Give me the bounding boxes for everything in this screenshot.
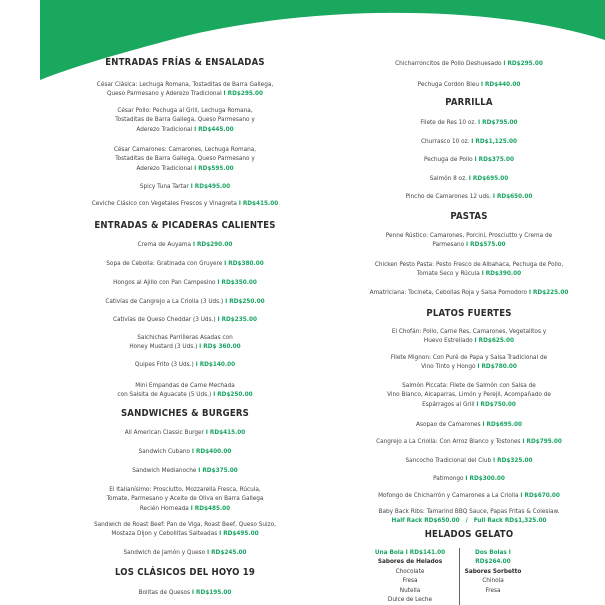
menu-item-price: I RD$290.00 <box>192 240 233 248</box>
menu-item-desc: con Salsita de Aguacate (5 Uds.) <box>117 390 212 399</box>
menu-item-desc: Vino Tinto y Hongo <box>421 362 476 371</box>
menu-item-desc: Tostaditas de Barra Gallega, Queso Parmesano y <box>115 154 255 163</box>
menu-item <box>42 466 328 475</box>
menu-item-desc: Hongos al Ajillo con Pan Campesino <box>113 278 216 286</box>
menu-item-desc: César Clásica: Lechuga Romana, Tostaditas de Barra Gallega, <box>96 80 274 88</box>
menu-item <box>338 456 600 465</box>
menu-item-desc: Filete Mignon: Con Puré de Papa y Salsa Tradicional de <box>390 353 548 361</box>
menu-item-price: I RD$750.00 <box>476 399 516 408</box>
menu-item-desc: Patimongo <box>433 474 464 482</box>
menu-item-desc: Quipes Frito (3 Uds.) <box>134 360 194 368</box>
gelato-helados <box>362 548 458 604</box>
menu-item <box>338 80 600 89</box>
menu-item-desc: Tomate, Parmesano y Aceite de Oliva en Barra Gallega <box>106 494 264 503</box>
menu-item <box>42 520 328 539</box>
menu-item <box>42 447 328 456</box>
menu-item-desc: Ceviche Clásico con Vegetales Frescos y Vinagreta <box>91 199 237 207</box>
menu-item-price: I RD$1,125.00 <box>471 137 517 145</box>
menu-item-desc: Vino Blanco, Alcaparras, Limón y Perejil, Acompañado de <box>387 390 551 399</box>
menu-item-desc: Salmón Piccata: Filete de Salmón con Salsa de <box>402 381 536 389</box>
menu-item <box>42 145 328 173</box>
menu-item-desc: Aderezo Tradicional <box>136 124 193 133</box>
helados-flavor: Nutella <box>399 585 421 594</box>
menu-item-desc: Bolitas de Quesos <box>138 588 191 596</box>
menu-item <box>42 333 328 352</box>
menu-item-desc: Sandwich de Roast Beef: Pan de Viga, Roast Beef, Queso Suizo, <box>93 520 277 528</box>
menu-item-desc: César Camarones: Camarones, Lechuga Romana, <box>113 145 257 153</box>
menu-item <box>42 315 328 324</box>
menu-item-price: I RD$595.00 <box>194 163 234 172</box>
menu-item-price: I RD$780.00 <box>477 362 517 371</box>
menu-item <box>338 420 600 429</box>
menu-item <box>338 491 600 500</box>
menu-item <box>338 118 600 127</box>
menu-item-desc: El Chofán: Pollo, Carne Res, Camarones, Vegetalitos y <box>391 327 547 335</box>
menu-item-desc: Mini Empandas de Carne Mechada <box>135 381 235 389</box>
menu-item-desc: Baby Back Ribs: Tamarind BBQ Sauce, Papas Fritas & Coleslaw. <box>378 507 560 515</box>
menu-item-price: I RD$695.00 <box>468 174 509 182</box>
menu-item-desc: Sopa de Cebolla: Gratinada con Gruyere <box>106 259 223 267</box>
menu-item <box>42 360 328 369</box>
menu-item-price: I RD$375.00 <box>474 155 515 163</box>
menu-item-desc: Salmón 8 oz. <box>429 174 467 182</box>
menu-item <box>42 588 328 597</box>
menu-item-desc: Tostaditas de Barra Gallega, Queso Parmesano y <box>115 115 255 124</box>
menu-item-desc: Aderezo Tradicional <box>136 163 193 172</box>
menu-item <box>338 155 600 164</box>
section-title: HELADOS GELATO <box>424 529 514 540</box>
menu-item-desc: Mostaza Dijon y Cebollitas Salteadas <box>111 529 218 538</box>
menu-item-price: I RD$575.00 <box>466 240 506 249</box>
menu-item-price: I RD$625.00 <box>474 336 515 345</box>
menu-item <box>42 297 328 306</box>
menu-item-desc: Salchichas Parrilleras Asadas con <box>137 333 233 341</box>
menu-item-desc: Sandwich Medianoche <box>132 466 197 474</box>
menu-item-price: I RD$235.00 <box>217 315 257 323</box>
menu-item-desc: Cangrejo a La Criolla: Con Arroz Blanco y Tostones <box>376 437 521 445</box>
menu-item <box>42 199 328 208</box>
menu-item-price: I RD$495.00 <box>190 182 231 190</box>
menu-item-desc: Chicken Pesto Pasta: Pesto Fresco de Albahaca, Pechuga de Pollo, <box>374 260 564 268</box>
menu-item <box>42 182 328 191</box>
menu-item-price: I RD$375.00 <box>198 466 238 474</box>
menu-item <box>338 474 600 483</box>
menu-item-price: I RD$250.00 <box>225 297 265 305</box>
menu-item-desc: Churrasco 10 oz. <box>421 137 470 145</box>
menu-item-price: I RD$390.00 <box>481 269 522 278</box>
menu-item <box>338 507 600 526</box>
menu-item-price: I RD$140.00 <box>195 360 236 368</box>
menu-item-price: I RD$400.00 <box>191 447 232 455</box>
menu-item-price: I RD$295.00 <box>223 89 264 98</box>
helados-flavor: Dulce de Leche <box>387 595 433 604</box>
menu-item-desc: Amatriciana: Tocineta, Cebollas Roja y Salsa Pomodoro <box>369 288 527 296</box>
menu-item <box>338 327 600 346</box>
menu-item-desc: Filete de Res 10 oz. <box>420 118 477 126</box>
menu-item <box>338 192 600 201</box>
menu-item-desc: Tomate Seco y Rúcula <box>416 269 480 278</box>
menu-item-price: I RD$440.00 <box>480 80 521 88</box>
menu-item-price: I RD$225.00 <box>528 288 569 296</box>
menu-item-desc: Pincho de Camarones 12 uds. <box>405 192 492 200</box>
helados-flavor: Chocolate <box>395 566 425 575</box>
menu-item <box>42 259 328 268</box>
menu-item-price: I RD$415.00 <box>238 199 279 207</box>
menu-item-desc: Penne Rústico: Camarones, Porcini, Prosciutto y Crema de <box>385 231 553 239</box>
menu-item-desc: El Italianísimo: Prosciutto, Mozzarella Fresca, Rúcula, <box>109 485 261 493</box>
menu-item-rack-prices: Half Rack RD$650.00 / Full Rack RD$1,325.00 <box>391 516 547 525</box>
menu-item-desc: Sancocho Tradicional del Club <box>405 456 492 464</box>
menu-item <box>338 231 600 250</box>
sorbetto-flavors-title: Sabores Sorbetto <box>464 566 522 575</box>
menu-item-price: I RD$795.00 <box>478 118 518 126</box>
menu-item-desc: Pechuga Cordon Bleu <box>417 80 479 88</box>
menu-item <box>338 288 600 297</box>
menu-item <box>42 381 328 400</box>
menu-item-desc: Sandwich de Jamón y Queso <box>123 548 206 556</box>
helados-flavors-title: Sabores de Helados <box>377 557 443 566</box>
menu-item-price: I RD$195.00 <box>191 588 232 596</box>
menu-item-price: I RD$495.00 <box>219 529 259 538</box>
menu-item <box>42 80 328 99</box>
menu-item-price: I RD$ 360.00 <box>199 342 241 351</box>
menu-item-desc: Chicharroncitos de Pollo Deshuesado <box>395 59 502 67</box>
menu-item <box>42 106 328 134</box>
gelato-una-bola: Una Bola I RD$141.00 <box>374 548 446 556</box>
menu-item <box>338 174 600 183</box>
gelato-dos-bolas: Dos Bolas I RD$264.00 <box>475 548 511 566</box>
menu-item-price: I RD$650.00 <box>492 192 533 200</box>
menu-item <box>42 548 328 557</box>
menu-item-price: I RD$295.00 <box>503 59 543 67</box>
section-title: ENTRADAS & PICADERAS CALIENTES <box>94 220 276 231</box>
menu-item-desc: Recién Horneada <box>139 503 189 512</box>
helados-flavor: Fresa <box>402 576 418 585</box>
menu-item-desc: Huevo Estrellado <box>423 336 473 345</box>
menu-item-price: I RD$350.00 <box>217 278 257 286</box>
section-title: PASTAS <box>450 211 488 222</box>
menu-item-desc: Queso Parmesano y Aderezo Tradicional <box>106 89 222 98</box>
sorbetto-flavor: Chinola <box>482 576 504 585</box>
gelato-sorbetto <box>460 548 526 595</box>
menu-item <box>42 240 328 249</box>
menu-item-desc: Pechuga de Pollo <box>423 155 473 163</box>
menu-item <box>42 278 328 287</box>
menu-item-desc: Sandwich Cubano <box>138 447 191 455</box>
menu-item <box>42 485 328 513</box>
menu-item-price: I RD$380.00 <box>224 259 264 267</box>
menu-item-price: I RD$445.00 <box>194 124 234 133</box>
menu-item <box>338 353 600 372</box>
menu-item-price: I RD$250.00 <box>213 390 253 399</box>
menu-item-price: I RD$300.00 <box>465 474 505 482</box>
menu-item-desc: Crema de Auyama <box>137 240 191 248</box>
menu-item <box>338 381 600 409</box>
section-title: PLATOS FUERTES <box>426 308 512 319</box>
menu-item-desc: All American Classic Burger <box>124 428 204 436</box>
menu-item <box>338 137 600 146</box>
menu-item-desc: Asopao de Camarones <box>416 420 481 428</box>
menu-item-desc: Espárragos al Grill <box>422 399 475 408</box>
menu-item-desc: Honey Mustard (3 Uds.) <box>129 342 198 351</box>
menu-item-price: I RD$415.00 <box>205 428 246 436</box>
menu-item <box>42 428 328 437</box>
section-title: LOS CLÁSICOS DEL HOYO 19 <box>114 567 256 578</box>
menu-item <box>338 437 600 446</box>
menu-item-desc: César Pollo: Pechuga al Grill, Lechuga Romana, <box>117 106 253 114</box>
sorbetto-flavor: Fresa <box>485 585 501 594</box>
menu-item-price: I RD$695.00 <box>482 420 522 428</box>
menu-item-desc: Mofongo de Chicharrón y Camarones a La Criolla <box>378 491 519 499</box>
menu-item-price: I RD$485.00 <box>190 503 231 512</box>
section-title: SANDWICHES & BURGERS <box>120 408 250 419</box>
menu-item-price: I RD$325.00 <box>493 456 533 464</box>
menu-item-desc: Parmesano <box>432 240 465 249</box>
menu-item-price: I RD$245.00 <box>206 548 247 556</box>
menu-item-desc: Cativías de Cangrejo a La Criolla (3 Uds.) <box>105 297 224 305</box>
section-title: ENTRADAS FRÍAS & ENSALADAS <box>105 57 265 68</box>
menu-item-price: I RD$670.00 <box>520 491 560 499</box>
menu-item-desc: Cativías de Queso Cheddar (3 Uds.) <box>112 315 216 323</box>
section-title: PARRILLA <box>445 97 493 108</box>
menu-item-price: I RD$795.00 <box>522 437 562 445</box>
menu-item-desc: Spicy Tuna Tartar <box>139 182 189 190</box>
menu-item <box>338 59 600 68</box>
menu-item <box>338 260 600 279</box>
